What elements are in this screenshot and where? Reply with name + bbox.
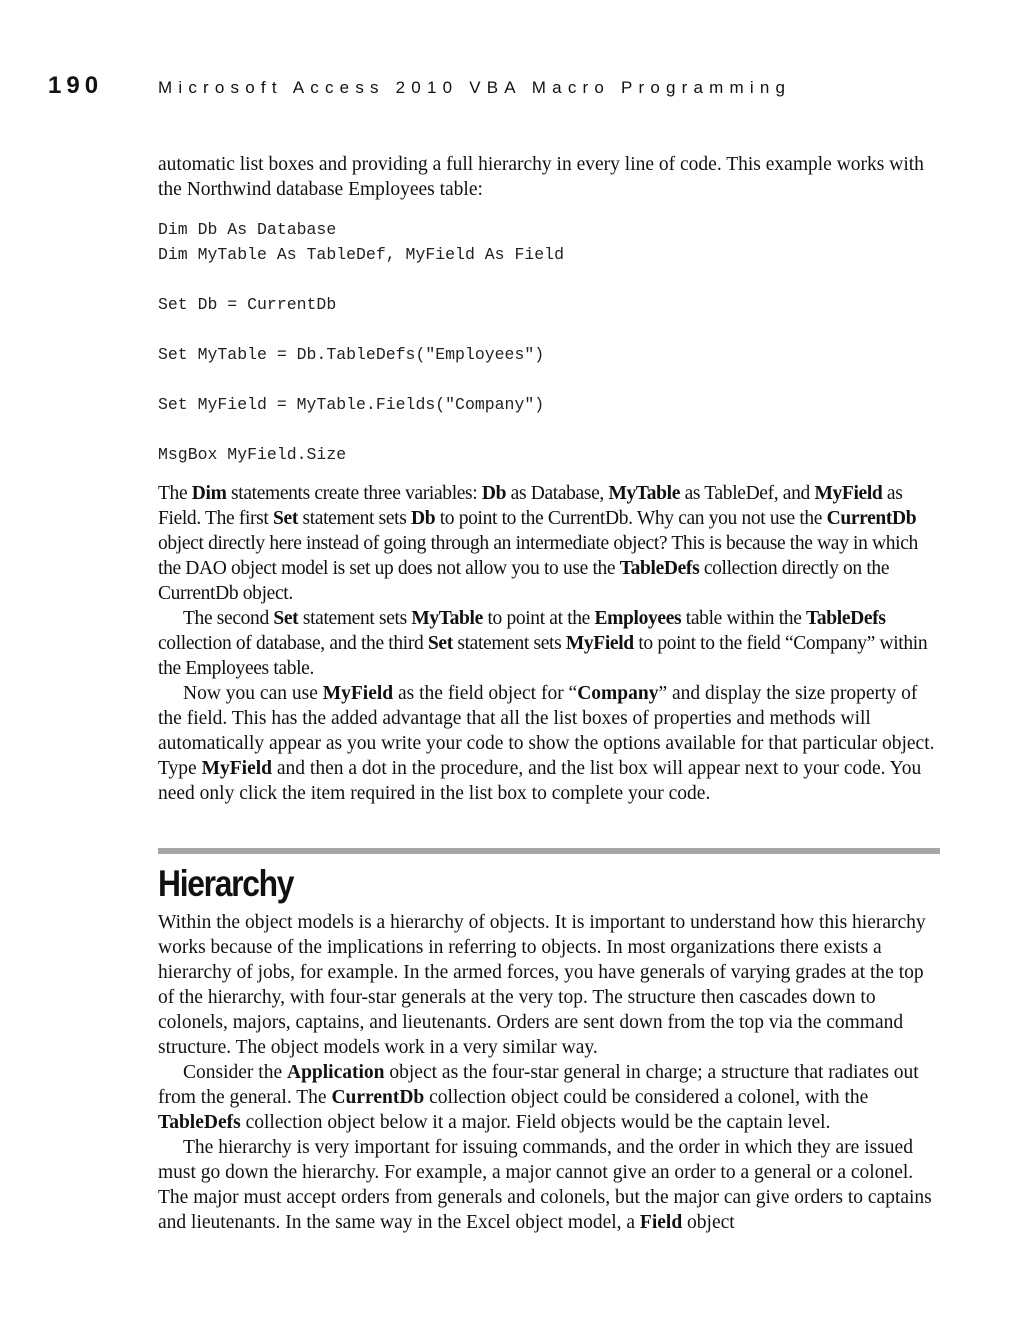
section-rule	[158, 848, 940, 854]
book-title: Microsoft Access 2010 VBA Macro Programming	[158, 78, 792, 97]
section-heading: Hierarchy	[158, 863, 294, 904]
paragraph-application: Consider the Application object as the four-star general in charge; a structure that radiates out from the general. The CurrentDb collection object could be considered a colonel, with the TableDefs collection object below it a major. Field objects would be the captain level.	[158, 1062, 919, 1133]
code-line: Dim Db As Database	[158, 220, 337, 239]
paragraph-object-models: Within the object models is a hierarchy of objects. It is important to understand how this hierarchy works because of the implications in referring to objects. In most organizations there exists a hierarchy of jobs, for example. In the armed forces, you have generals of varying grades at the top of the hierarchy, with four-star generals at the very top. The structure then cascades down to colonels, majors, captains, and lieutenants. Orders are sent down from the top via the command structure. The object models work in a very similar way.	[158, 912, 926, 1058]
code-listing	[158, 217, 944, 467]
page-body	[158, 152, 944, 1235]
paragraph-commands: The hierarchy is very important for issuing commands, and the order in which they are issued must go down the hierarchy. For example, a major cannot give an order to a general or a colonel. The major must accept orders from generals and colonels, but the major can give orders to captains and lieutenants. In the same way in the Excel object model, a Field object	[158, 1137, 932, 1233]
paragraph-myfield: Now you can use MyField as the field object for “Company” and display the size property of the field. This has the added advantage that all the list boxes of properties and methods will automatically appear as you write your code to show the options available for that particular object. Type MyField and then a dot in the procedure, and the list box will appear next to your code. You need only click the item required in the list box to complete your code.	[158, 683, 935, 804]
paragraph-dim-statements: The Dim statements create three variables: Db as Database, MyTable as TableDef, and MyField as Field. The first Set statement sets Db to point to the CurrentDb. Why can you not use the CurrentDb object directly here instead of going through an intermediate object? This is because the way in which the DAO object model is set up does not allow you to use the TableDefs collection directly on the CurrentDb object.	[158, 483, 918, 604]
code-line: Set Db = CurrentDb	[158, 295, 337, 314]
code-line: MsgBox MyField.Size	[158, 445, 347, 464]
running-header	[48, 72, 791, 100]
page-number: 190	[48, 72, 104, 99]
code-line: Set MyTable = Db.TableDefs("Employees")	[158, 345, 545, 364]
code-line: Set MyField = MyTable.Fields("Company")	[158, 395, 545, 414]
code-line: Dim MyTable As TableDef, MyField As Field	[158, 245, 564, 264]
paragraph-second-set: The second Set statement sets MyTable to point at the Employees table within the TableDefs collection of database, and the third Set statement sets MyField to point to the field “Company” within the Employees table.	[158, 608, 928, 679]
intro-paragraph: automatic list boxes and providing a full hierarchy in every line of code. This example works with the Northwind database Employees table:	[158, 154, 924, 200]
